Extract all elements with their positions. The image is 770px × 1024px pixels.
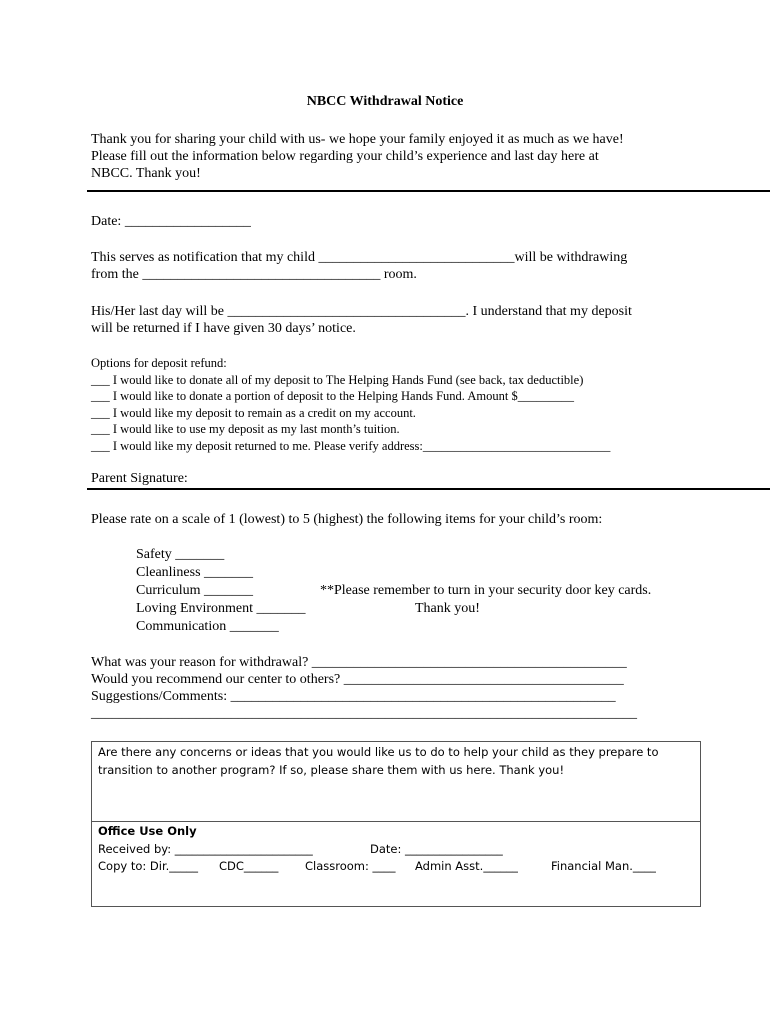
intro-line: Thank you for sharing your child with us- we hope your family enjoyed it as much as we have! xyxy=(91,132,624,147)
questions-section xyxy=(91,654,637,722)
rating-item-curriculum[interactable]: Curriculum _______ xyxy=(136,583,254,598)
intro-line: NBCC. Thank you! xyxy=(91,166,201,181)
box-divider xyxy=(92,821,700,822)
suggestions-continuation[interactable]: ______________________________________________________________________________ xyxy=(91,706,637,721)
office-received-row xyxy=(98,841,503,859)
office-use-heading: Office Use Only xyxy=(98,824,197,838)
option-item[interactable]: ___ I would like to donate a portion of deposit to the Helping Hands Fund. Amount $_________ xyxy=(91,389,574,403)
security-thanks: Thank you! xyxy=(415,601,480,616)
section-divider xyxy=(87,190,770,192)
deposit-options xyxy=(91,355,610,454)
withdrawal-reason-field[interactable]: What was your reason for withdrawal? _____________________________________________ xyxy=(91,655,627,670)
concerns-line: transition to another program? If so, please share them with us here. Thank you! xyxy=(98,763,565,777)
option-item[interactable]: ___ I would like my deposit returned to me. Please verify address:______________________________ xyxy=(91,438,611,453)
signature-label[interactable]: Parent Signature: xyxy=(91,471,188,486)
office-date-field[interactable]: Date: _________________ xyxy=(370,841,503,856)
last-day-paragraph[interactable] xyxy=(91,303,632,337)
date-field[interactable]: Date: __________________ xyxy=(91,214,251,229)
rating-intro: Please rate on a scale of 1 (lowest) to 5 (highest) the following items for your child’s room: xyxy=(91,512,603,527)
last-day-line: His/Her last day will be __________________________________. I understand that my deposit xyxy=(91,304,632,319)
page-title: NBCC Withdrawal Notice xyxy=(306,94,464,109)
intro-paragraph xyxy=(91,131,624,182)
security-note xyxy=(320,582,651,618)
section-divider xyxy=(87,488,770,490)
copy-to-dir-field[interactable]: Copy to: Dir._____ xyxy=(98,859,199,873)
copy-classroom-field[interactable]: Classroom: ____ xyxy=(305,859,396,873)
notification-paragraph[interactable] xyxy=(91,249,627,283)
concerns-text[interactable] xyxy=(98,742,693,779)
office-use-section xyxy=(98,823,656,876)
rating-item-cleanliness[interactable]: Cleanliness _______ xyxy=(136,565,254,580)
last-day-line: will be returned if I have given 30 days’ notice. xyxy=(91,321,356,336)
concerns-line: Are there any concerns or ideas that you would like us to do to help your child as they prepare to xyxy=(98,745,659,759)
rating-item-communication[interactable]: Communication _______ xyxy=(136,619,279,634)
received-by-field[interactable]: Received by: ________________________ xyxy=(98,841,313,856)
notification-line: This serves as notification that my child ____________________________will be withdrawing xyxy=(91,250,628,265)
intro-line: Please fill out the information below regarding your child’s experience and last day here at xyxy=(91,149,599,164)
suggestions-field[interactable]: Suggestions/Comments: _______________________________________________________ xyxy=(91,689,616,704)
option-item[interactable]: ___ I would like to donate all of my deposit to The Helping Hands Fund (see back, tax deductible) xyxy=(91,372,584,387)
security-note-text: **Please remember to turn in your security door key cards. xyxy=(320,583,652,598)
notification-line: from the __________________________________ room. xyxy=(91,267,417,282)
rating-list xyxy=(136,546,306,636)
rating-item-safety[interactable]: Safety _______ xyxy=(136,547,225,562)
copy-financial-field[interactable]: Financial Man.____ xyxy=(551,859,656,873)
recommend-field[interactable]: Would you recommend our center to others? ________________________________________ xyxy=(91,672,624,687)
copy-admin-field[interactable]: Admin Asst.______ xyxy=(415,859,518,873)
copy-cdc-field[interactable]: CDC______ xyxy=(219,859,279,873)
office-copy-row xyxy=(98,858,656,876)
concerns-box xyxy=(91,741,701,907)
options-heading: Options for deposit refund: xyxy=(91,356,227,370)
option-item[interactable]: ___ I would like to use my deposit as my last month’s tuition. xyxy=(91,422,400,436)
rating-item-loving-environment[interactable]: Loving Environment _______ xyxy=(136,601,306,616)
option-item[interactable]: ___ I would like my deposit to remain as a credit on my account. xyxy=(91,405,416,420)
